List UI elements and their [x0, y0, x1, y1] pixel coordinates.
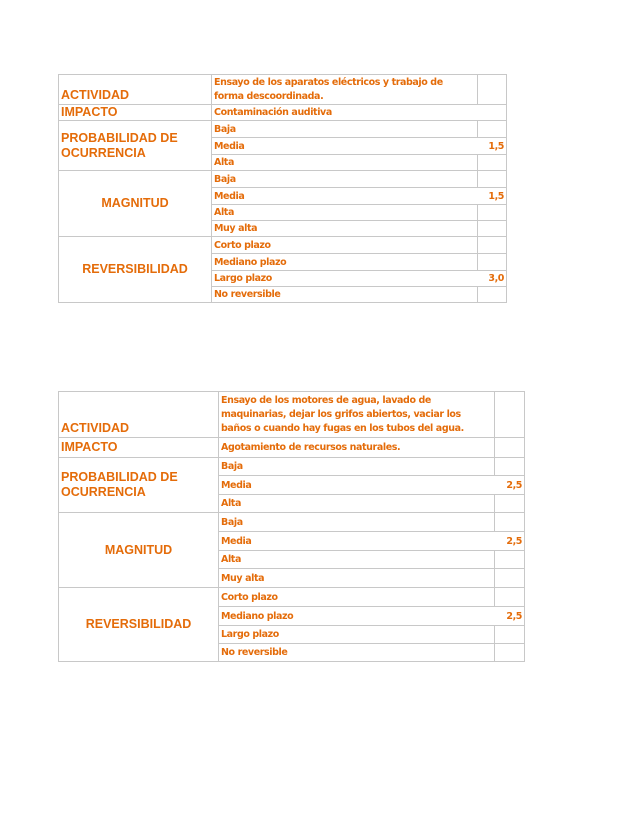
empty-cell — [478, 121, 507, 138]
actividad-text: Ensayo de los motores de agua, lavado de maquinarias, dejar los grifos abiertos, vaciar los baños o cuando hay fugas en los tubos del agua. — [219, 392, 495, 438]
empty-cell — [478, 287, 507, 303]
probabilidad-value: 1,5 — [488, 140, 504, 152]
magnitud-option: Alta — [219, 551, 495, 569]
empty-cell — [495, 626, 525, 644]
evaluation-table-2 — [58, 391, 525, 662]
magnitud-option: Muy alta — [219, 569, 495, 588]
magnitud-option: Baja — [219, 513, 495, 532]
probabilidad-option: Alta — [219, 495, 495, 513]
probabilidad-option: Baja — [212, 121, 478, 138]
empty-cell — [495, 551, 525, 569]
empty-cell — [478, 75, 507, 105]
empty-cell — [478, 221, 507, 237]
reversibilidad-option: Mediano plazo — [221, 610, 294, 622]
evaluation-table-1 — [58, 74, 507, 303]
reversibilidad-option: Corto plazo — [212, 237, 478, 254]
probabilidad-option: Media — [214, 140, 245, 152]
reversibilidad-label: REVERSIBILIDAD — [59, 237, 212, 303]
reversibilidad-label: REVERSIBILIDAD — [59, 588, 219, 662]
reversibilidad-value: 2,5 — [506, 610, 522, 622]
magnitud-label: MAGNITUD — [59, 513, 219, 588]
empty-cell — [495, 458, 525, 476]
impacto-label: IMPACTO — [59, 105, 212, 121]
empty-cell — [495, 392, 525, 438]
magnitud-option: Baja — [212, 171, 478, 188]
empty-cell — [495, 588, 525, 607]
actividad-label: ACTIVIDAD — [59, 392, 219, 438]
magnitud-value: 2,5 — [506, 535, 522, 547]
magnitud-value: 1,5 — [488, 190, 504, 202]
empty-cell — [495, 495, 525, 513]
actividad-label: ACTIVIDAD — [59, 75, 212, 105]
magnitud-option: Media — [214, 190, 245, 202]
impacto-label: IMPACTO — [59, 438, 219, 458]
magnitud-option: Alta — [212, 205, 478, 221]
reversibilidad-option-selected — [212, 271, 507, 287]
probabilidad-label: PROBABILIDAD DE OCURRENCIA — [59, 458, 219, 513]
empty-cell — [478, 155, 507, 171]
probabilidad-label: PROBABILIDAD DE OCURRENCIA — [59, 121, 212, 171]
empty-cell — [478, 237, 507, 254]
probabilidad-option: Media — [221, 479, 252, 491]
empty-cell — [478, 254, 507, 271]
reversibilidad-option: Largo plazo — [214, 273, 272, 284]
empty-cell — [495, 569, 525, 588]
actividad-text: Ensayo de los aparatos eléctricos y trabajo de forma descoordinada. — [212, 75, 478, 105]
reversibilidad-option: No reversible — [212, 287, 478, 303]
magnitud-option-selected — [219, 532, 525, 551]
reversibilidad-value: 3,0 — [488, 273, 504, 284]
empty-cell — [478, 205, 507, 221]
probabilidad-option: Alta — [212, 155, 478, 171]
magnitud-option: Muy alta — [212, 221, 478, 237]
reversibilidad-option: No reversible — [219, 644, 495, 662]
impacto-text: Contaminación auditiva — [212, 105, 507, 121]
probabilidad-option-selected — [219, 476, 525, 495]
probabilidad-option-selected — [212, 138, 507, 155]
reversibilidad-option: Corto plazo — [219, 588, 495, 607]
empty-cell — [495, 438, 525, 458]
reversibilidad-option: Mediano plazo — [212, 254, 478, 271]
empty-cell — [495, 644, 525, 662]
magnitud-label: MAGNITUD — [59, 171, 212, 237]
probabilidad-option: Baja — [219, 458, 495, 476]
impacto-text: Agotamiento de recursos naturales. — [219, 438, 495, 458]
probabilidad-value: 2,5 — [506, 479, 522, 491]
magnitud-option-selected — [212, 188, 507, 205]
magnitud-option: Media — [221, 535, 252, 547]
reversibilidad-option: Largo plazo — [219, 626, 495, 644]
empty-cell — [478, 171, 507, 188]
reversibilidad-option-selected — [219, 607, 525, 626]
empty-cell — [495, 513, 525, 532]
